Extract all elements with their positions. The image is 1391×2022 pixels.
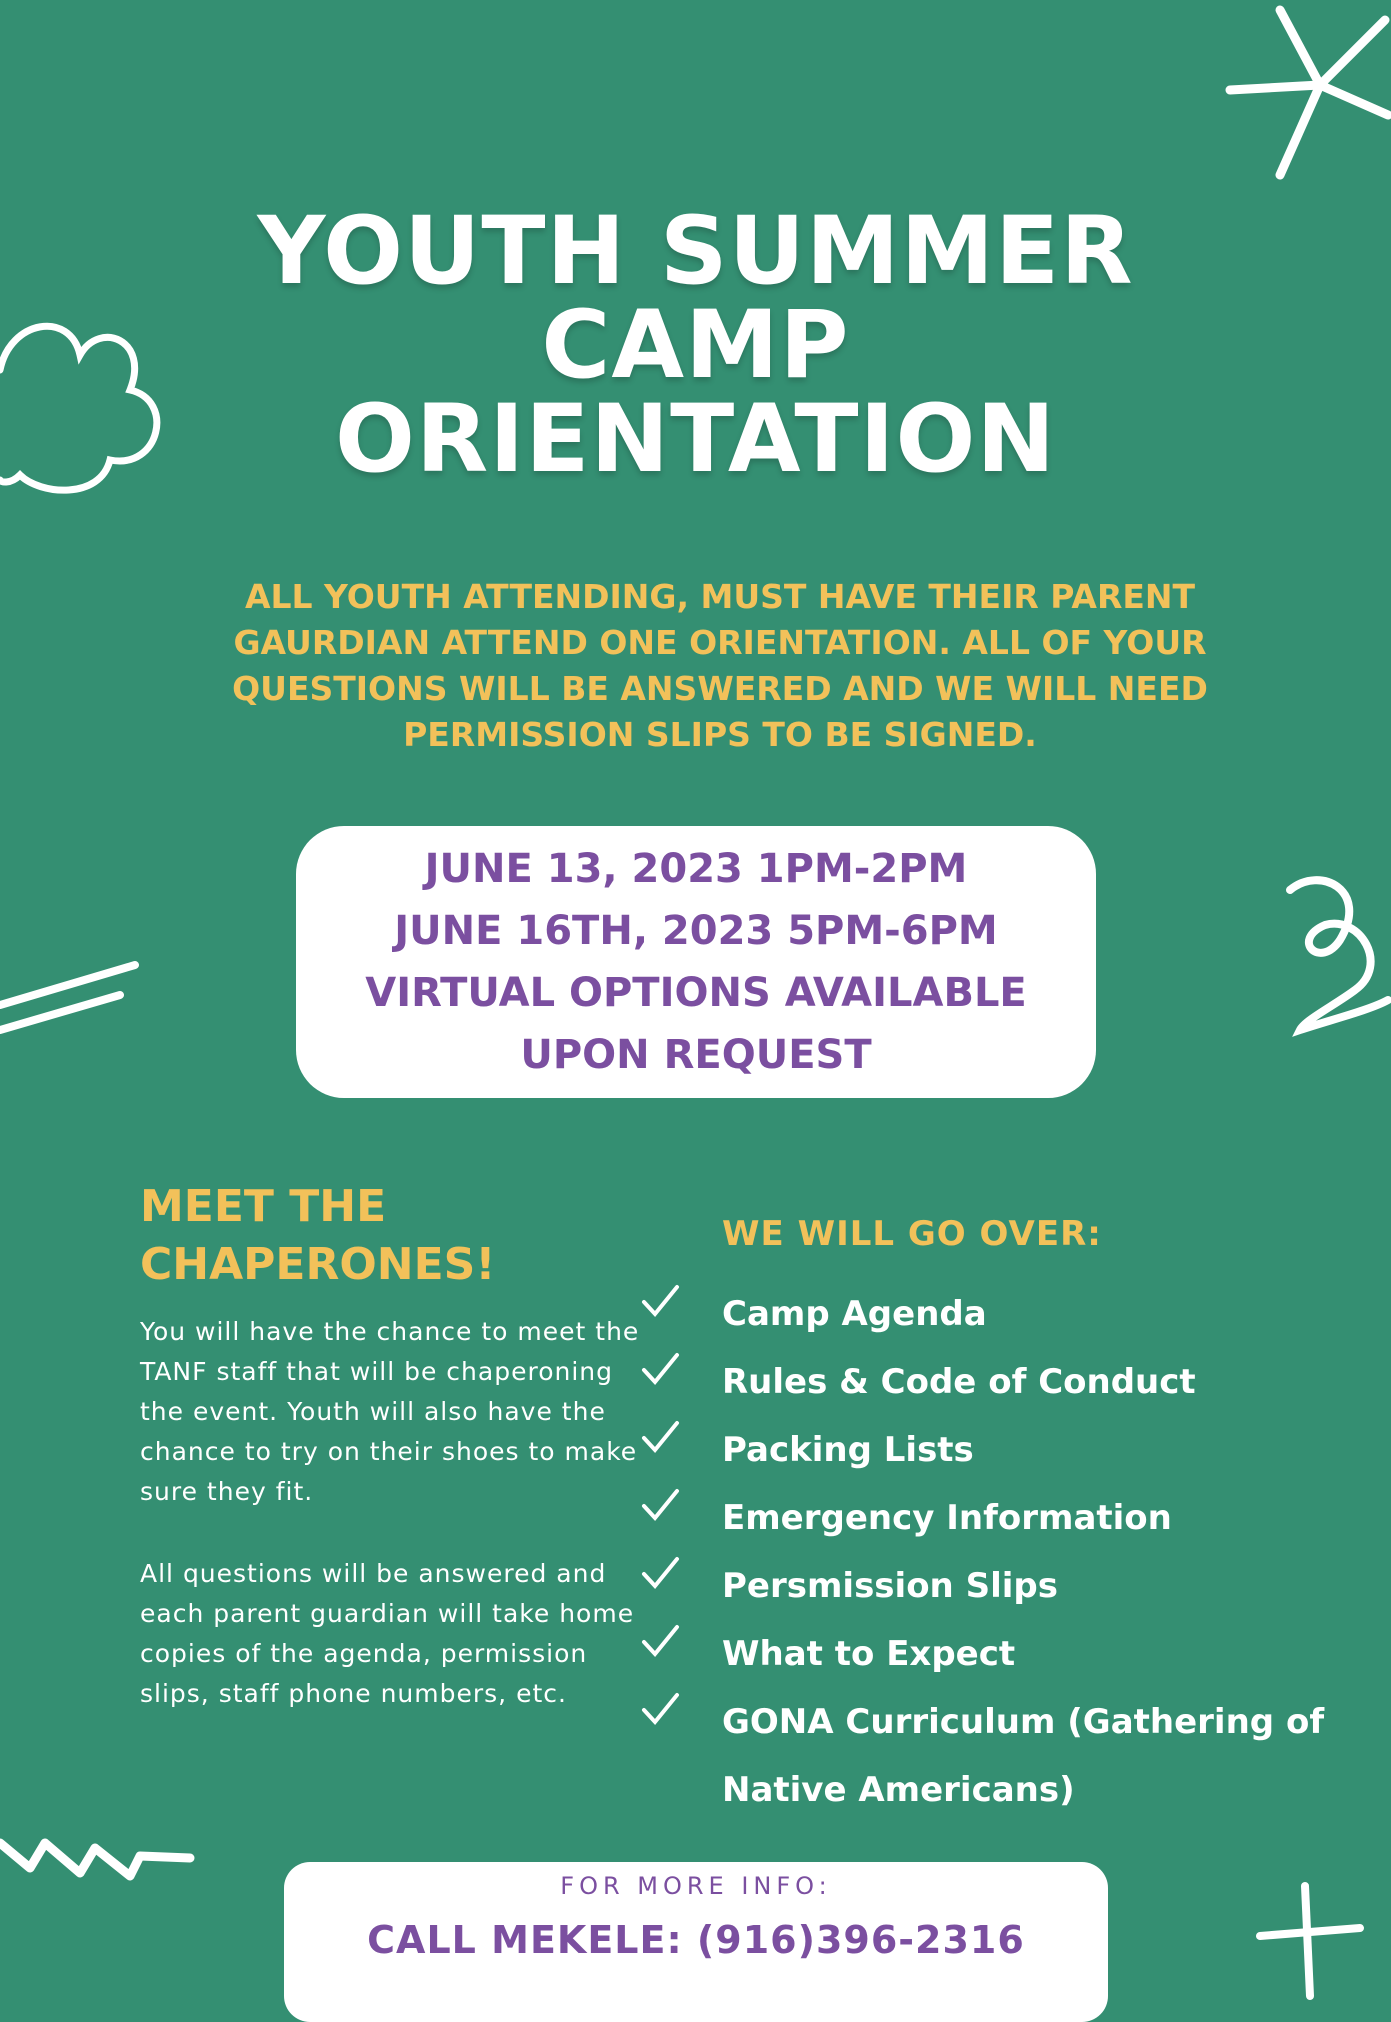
list-item-label: Persmission Slips [722,1566,1058,1606]
list-item-label: Rules & Code of Conduct [722,1362,1196,1402]
intro-line-4: PERMISSION SLIPS TO BE SIGNED. [403,715,1037,754]
check-icon [640,1690,680,1730]
chaperones-paragraph-1: You will have the chance to meet the TANF staff that will be chaperoning the event. Youth will also have the chance to try on their shoes to make sure they fit. [140,1317,640,1506]
dates-box [296,826,1096,1098]
contact-label: FOR MORE INFO: [560,1872,832,1900]
list-item [640,1348,1340,1416]
check-icon [640,1282,680,1322]
date-line-1: JUNE 13, 2023 1PM-2PM [424,846,968,892]
intro-line-1: ALL YOUTH ATTENDING, MUST HAVE THEIR PARENT [244,577,1196,616]
list-item-label: GONA Curriculum (Gathering of Native Americans) [722,1702,1325,1810]
check-icon [640,1418,680,1458]
list-item [640,1552,1340,1620]
intro-text [170,574,1270,758]
intro-line-3: QUESTIONS WILL BE ANSWERED AND WE WILL NEED [232,669,1208,708]
check-icon [640,1622,680,1662]
list-item [640,1688,1340,1824]
page-title [0,197,1391,494]
contact-box [284,1862,1108,2022]
zigzag-icon [0,1828,195,1888]
contact-phone[interactable]: CALL MEKELE: (916)396-2316 [367,1918,1025,1962]
swirl-icon [1280,870,1391,1040]
go-over-list [640,1280,1340,1824]
check-icon [640,1554,680,1594]
check-icon [640,1350,680,1390]
title-line-2: CAMP [541,291,850,400]
list-item [640,1280,1340,1348]
chaperones-heading [140,1178,660,1294]
title-line-3: ORIENTATION [334,385,1057,494]
check-icon [640,1486,680,1526]
title-line-1: YOUTH SUMMER [257,197,1134,306]
list-item [640,1416,1340,1484]
list-item [640,1484,1340,1552]
intro-line-2: GAURDIAN ATTEND ONE ORIENTATION. ALL OF YOUR [233,623,1207,662]
plus-icon [1250,1876,1370,2000]
go-over-heading: WE WILL GO OVER: [722,1214,1102,1254]
chaperones-heading-line-1: MEET THE [140,1181,387,1232]
chaperones-paragraph-2: All questions will be answered and each parent guardian will take home copies of the agenda, permission slips, staff phone numbers, etc. [140,1559,635,1708]
double-line-icon [0,955,145,1045]
list-item [640,1620,1340,1688]
list-item-label: Emergency Information [722,1498,1172,1538]
list-item-label: Packing Lists [722,1430,974,1470]
date-line-4: UPON REQUEST [520,1032,872,1078]
chaperones-heading-line-2: CHAPERONES! [140,1239,496,1290]
date-line-2: JUNE 16TH, 2023 5PM-6PM [394,908,998,954]
list-item-label: Camp Agenda [722,1294,987,1334]
starburst-icon [1220,0,1391,190]
date-line-3: VIRTUAL OPTIONS AVAILABLE [365,970,1027,1016]
list-item-label: What to Expect [722,1634,1016,1674]
